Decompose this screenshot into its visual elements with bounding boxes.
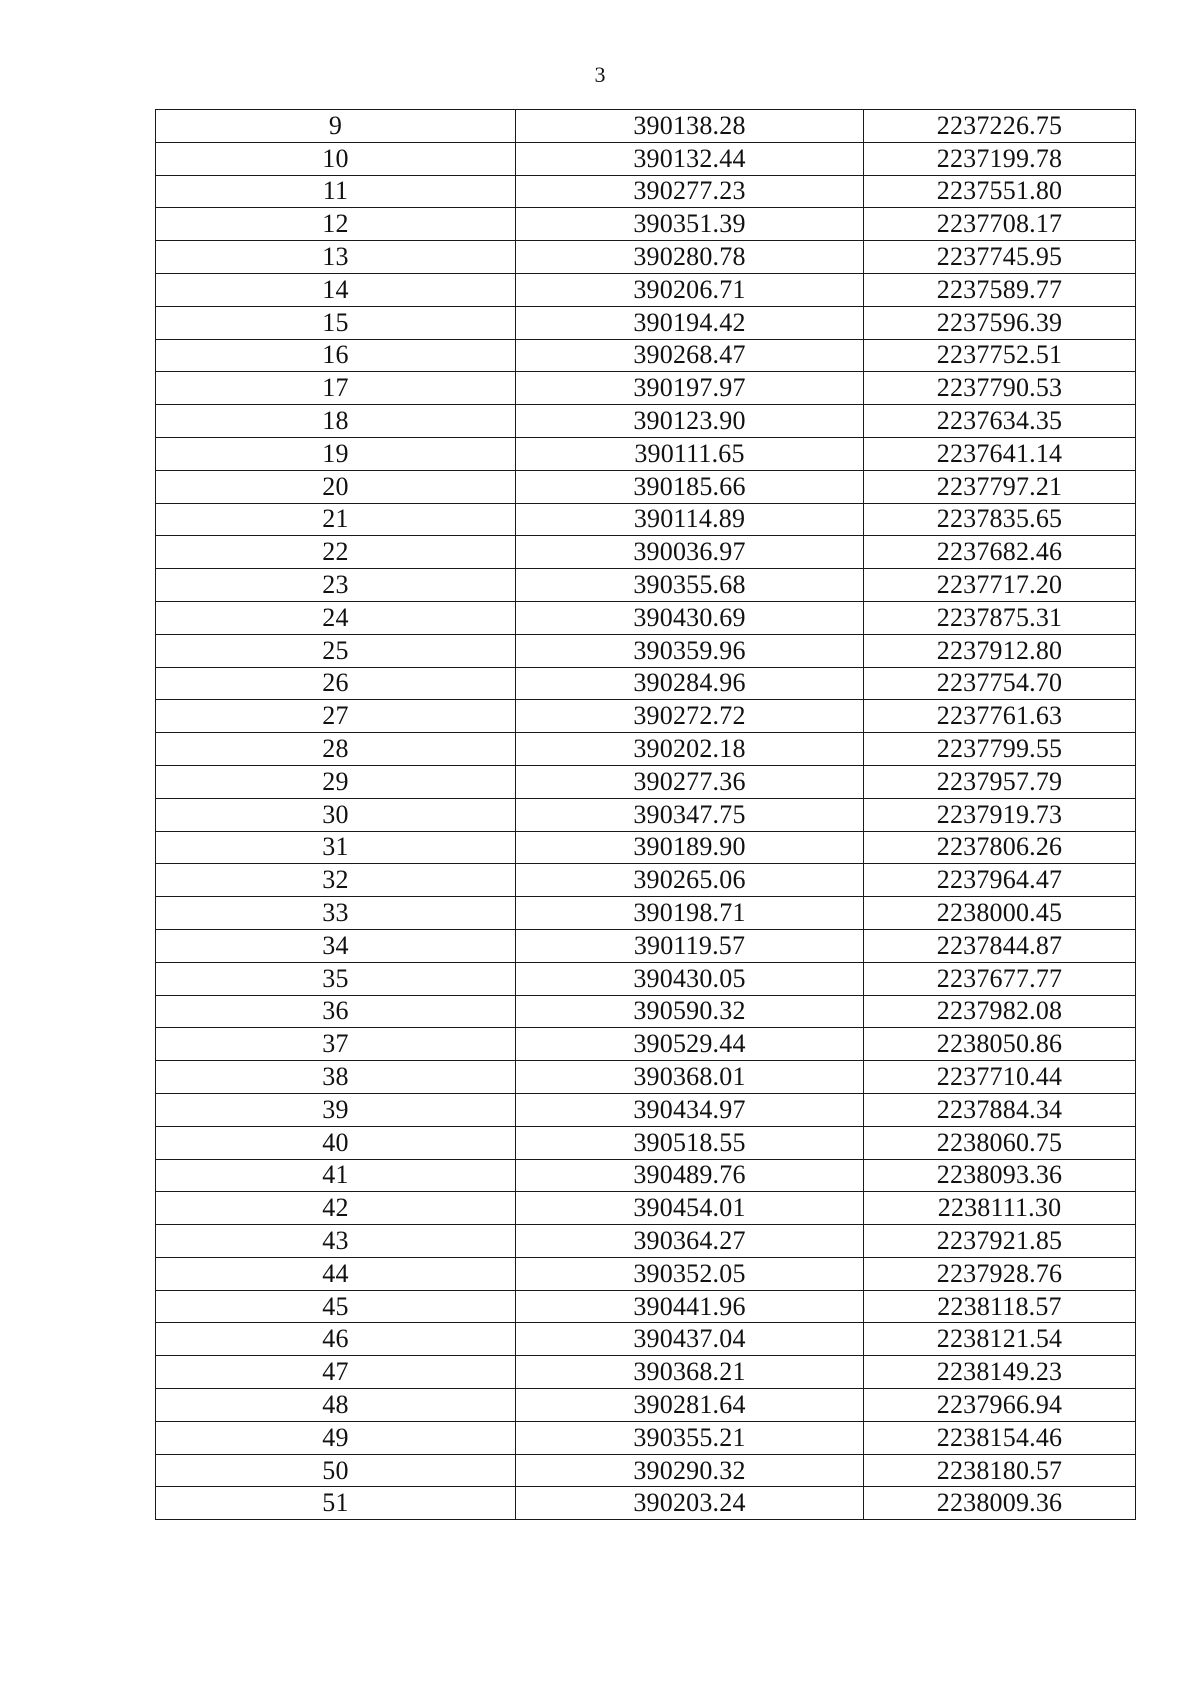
- y-coordinate-cell: 2238121.54: [864, 1323, 1136, 1356]
- y-coordinate-cell: 2238009.36: [864, 1487, 1136, 1520]
- table-row: [156, 733, 1136, 766]
- x-coordinate-cell: 390347.75: [516, 798, 864, 831]
- x-coordinate-cell: 390272.72: [516, 700, 864, 733]
- page-number: 3: [594, 62, 606, 87]
- table-row: [156, 142, 1136, 175]
- table-row: [156, 1356, 1136, 1389]
- point-number-cell: 33: [156, 897, 516, 930]
- y-coordinate-cell: 2238050.86: [864, 1028, 1136, 1061]
- table-row: [156, 437, 1136, 470]
- y-coordinate-cell: 2238118.57: [864, 1290, 1136, 1323]
- table-row: [156, 175, 1136, 208]
- x-coordinate-cell: 390114.89: [516, 503, 864, 536]
- table-row: [156, 110, 1136, 143]
- y-coordinate-cell: 2238000.45: [864, 897, 1136, 930]
- table-row: [156, 601, 1136, 634]
- point-number-cell: 35: [156, 962, 516, 995]
- point-number-cell: 17: [156, 372, 516, 405]
- x-coordinate-cell: 390189.90: [516, 831, 864, 864]
- y-coordinate-cell: 2237928.76: [864, 1257, 1136, 1290]
- x-coordinate-cell: 390280.78: [516, 241, 864, 274]
- point-number-cell: 16: [156, 339, 516, 372]
- x-coordinate-cell: 390290.32: [516, 1454, 864, 1487]
- point-number-cell: 23: [156, 569, 516, 602]
- y-coordinate-cell: 2238111.30: [864, 1192, 1136, 1225]
- y-coordinate-cell: 2237634.35: [864, 405, 1136, 438]
- x-coordinate-cell: 390359.96: [516, 634, 864, 667]
- x-coordinate-cell: 390441.96: [516, 1290, 864, 1323]
- point-number-cell: 48: [156, 1389, 516, 1422]
- x-coordinate-cell: 390454.01: [516, 1192, 864, 1225]
- point-number-cell: 10: [156, 142, 516, 175]
- table-row: [156, 1159, 1136, 1192]
- y-coordinate-cell: 2237754.70: [864, 667, 1136, 700]
- y-coordinate-cell: 2237966.94: [864, 1389, 1136, 1422]
- table-row: [156, 700, 1136, 733]
- x-coordinate-cell: 390284.96: [516, 667, 864, 700]
- point-number-cell: 20: [156, 470, 516, 503]
- table-row: [156, 306, 1136, 339]
- table-row: [156, 831, 1136, 864]
- table-row: [156, 1257, 1136, 1290]
- x-coordinate-cell: 390355.21: [516, 1421, 864, 1454]
- point-number-cell: 51: [156, 1487, 516, 1520]
- point-number-cell: 21: [156, 503, 516, 536]
- y-coordinate-cell: 2238149.23: [864, 1356, 1136, 1389]
- y-coordinate-cell: 2237875.31: [864, 601, 1136, 634]
- y-coordinate-cell: 2238180.57: [864, 1454, 1136, 1487]
- x-coordinate-cell: 390206.71: [516, 273, 864, 306]
- table-row: [156, 634, 1136, 667]
- table-row: [156, 241, 1136, 274]
- x-coordinate-cell: 390277.23: [516, 175, 864, 208]
- point-number-cell: 44: [156, 1257, 516, 1290]
- table-row: [156, 667, 1136, 700]
- y-coordinate-cell: 2237799.55: [864, 733, 1136, 766]
- y-coordinate-cell: 2237745.95: [864, 241, 1136, 274]
- point-number-cell: 32: [156, 864, 516, 897]
- table-row: [156, 962, 1136, 995]
- table-row: [156, 273, 1136, 306]
- point-number-cell: 30: [156, 798, 516, 831]
- point-number-cell: 34: [156, 929, 516, 962]
- y-coordinate-cell: 2237589.77: [864, 273, 1136, 306]
- x-coordinate-cell: 390518.55: [516, 1126, 864, 1159]
- table-row: [156, 339, 1136, 372]
- point-number-cell: 45: [156, 1290, 516, 1323]
- x-coordinate-cell: 390351.39: [516, 208, 864, 241]
- y-coordinate-cell: 2237199.78: [864, 142, 1136, 175]
- y-coordinate-cell: 2237964.47: [864, 864, 1136, 897]
- x-coordinate-cell: 390198.71: [516, 897, 864, 930]
- point-number-cell: 11: [156, 175, 516, 208]
- table-row: [156, 1421, 1136, 1454]
- x-coordinate-cell: 390123.90: [516, 405, 864, 438]
- table-row: [156, 765, 1136, 798]
- point-number-cell: 42: [156, 1192, 516, 1225]
- x-coordinate-cell: 390268.47: [516, 339, 864, 372]
- coordinates-table-body: [156, 110, 1136, 1520]
- y-coordinate-cell: 2237884.34: [864, 1093, 1136, 1126]
- table-row: [156, 1290, 1136, 1323]
- x-coordinate-cell: 390489.76: [516, 1159, 864, 1192]
- table-row: [156, 1323, 1136, 1356]
- point-number-cell: 9: [156, 110, 516, 143]
- point-number-cell: 39: [156, 1093, 516, 1126]
- point-number-cell: 26: [156, 667, 516, 700]
- x-coordinate-cell: 390529.44: [516, 1028, 864, 1061]
- table-row: [156, 1093, 1136, 1126]
- x-coordinate-cell: 390119.57: [516, 929, 864, 962]
- table-row: [156, 405, 1136, 438]
- x-coordinate-cell: 390197.97: [516, 372, 864, 405]
- y-coordinate-cell: 2237797.21: [864, 470, 1136, 503]
- table-row: [156, 536, 1136, 569]
- x-coordinate-cell: 390364.27: [516, 1225, 864, 1258]
- y-coordinate-cell: 2237919.73: [864, 798, 1136, 831]
- point-number-cell: 40: [156, 1126, 516, 1159]
- x-coordinate-cell: 390434.97: [516, 1093, 864, 1126]
- table-row: [156, 1225, 1136, 1258]
- point-number-cell: 29: [156, 765, 516, 798]
- y-coordinate-cell: 2237835.65: [864, 503, 1136, 536]
- y-coordinate-cell: 2237641.14: [864, 437, 1136, 470]
- y-coordinate-cell: 2237551.80: [864, 175, 1136, 208]
- y-coordinate-cell: 2237806.26: [864, 831, 1136, 864]
- y-coordinate-cell: 2237912.80: [864, 634, 1136, 667]
- y-coordinate-cell: 2237957.79: [864, 765, 1136, 798]
- point-number-cell: 49: [156, 1421, 516, 1454]
- point-number-cell: 38: [156, 1061, 516, 1094]
- point-number-cell: 31: [156, 831, 516, 864]
- point-number-cell: 22: [156, 536, 516, 569]
- y-coordinate-cell: 2237761.63: [864, 700, 1136, 733]
- x-coordinate-cell: 390265.06: [516, 864, 864, 897]
- table-row: [156, 372, 1136, 405]
- x-coordinate-cell: 390185.66: [516, 470, 864, 503]
- y-coordinate-cell: 2237844.87: [864, 929, 1136, 962]
- point-number-cell: 18: [156, 405, 516, 438]
- x-coordinate-cell: 390132.44: [516, 142, 864, 175]
- x-coordinate-cell: 390202.18: [516, 733, 864, 766]
- x-coordinate-cell: 390203.24: [516, 1487, 864, 1520]
- point-number-cell: 43: [156, 1225, 516, 1258]
- y-coordinate-cell: 2237596.39: [864, 306, 1136, 339]
- table-row: [156, 1028, 1136, 1061]
- table-row: [156, 503, 1136, 536]
- x-coordinate-cell: 390138.28: [516, 110, 864, 143]
- point-number-cell: 13: [156, 241, 516, 274]
- y-coordinate-cell: 2238154.46: [864, 1421, 1136, 1454]
- point-number-cell: 46: [156, 1323, 516, 1356]
- y-coordinate-cell: 2237226.75: [864, 110, 1136, 143]
- x-coordinate-cell: 390368.21: [516, 1356, 864, 1389]
- point-number-cell: 14: [156, 273, 516, 306]
- point-number-cell: 19: [156, 437, 516, 470]
- x-coordinate-cell: 390430.69: [516, 601, 864, 634]
- y-coordinate-cell: 2237790.53: [864, 372, 1136, 405]
- y-coordinate-cell: 2237708.17: [864, 208, 1136, 241]
- table-row: [156, 470, 1136, 503]
- x-coordinate-cell: 390590.32: [516, 995, 864, 1028]
- x-coordinate-cell: 390437.04: [516, 1323, 864, 1356]
- point-number-cell: 37: [156, 1028, 516, 1061]
- x-coordinate-cell: 390036.97: [516, 536, 864, 569]
- point-number-cell: 50: [156, 1454, 516, 1487]
- point-number-cell: 47: [156, 1356, 516, 1389]
- x-coordinate-cell: 390355.68: [516, 569, 864, 602]
- x-coordinate-cell: 390194.42: [516, 306, 864, 339]
- x-coordinate-cell: 390352.05: [516, 1257, 864, 1290]
- table-row: [156, 929, 1136, 962]
- y-coordinate-cell: 2238060.75: [864, 1126, 1136, 1159]
- point-number-cell: 28: [156, 733, 516, 766]
- table-row: [156, 569, 1136, 602]
- table-row: [156, 798, 1136, 831]
- table-row: [156, 208, 1136, 241]
- y-coordinate-cell: 2237921.85: [864, 1225, 1136, 1258]
- x-coordinate-cell: 390111.65: [516, 437, 864, 470]
- table-row: [156, 1487, 1136, 1520]
- table-row: [156, 1126, 1136, 1159]
- y-coordinate-cell: 2237752.51: [864, 339, 1136, 372]
- x-coordinate-cell: 390277.36: [516, 765, 864, 798]
- table-row: [156, 1454, 1136, 1487]
- point-number-cell: 24: [156, 601, 516, 634]
- x-coordinate-cell: 390281.64: [516, 1389, 864, 1422]
- point-number-cell: 41: [156, 1159, 516, 1192]
- y-coordinate-cell: 2237682.46: [864, 536, 1136, 569]
- table-row: [156, 1389, 1136, 1422]
- y-coordinate-cell: 2237717.20: [864, 569, 1136, 602]
- y-coordinate-cell: 2238093.36: [864, 1159, 1136, 1192]
- x-coordinate-cell: 390368.01: [516, 1061, 864, 1094]
- point-number-cell: 25: [156, 634, 516, 667]
- point-number-cell: 15: [156, 306, 516, 339]
- y-coordinate-cell: 2237710.44: [864, 1061, 1136, 1094]
- y-coordinate-cell: 2237982.08: [864, 995, 1136, 1028]
- table-row: [156, 995, 1136, 1028]
- table-row: [156, 864, 1136, 897]
- point-number-cell: 36: [156, 995, 516, 1028]
- table-row: [156, 1192, 1136, 1225]
- table-row: [156, 897, 1136, 930]
- y-coordinate-cell: 2237677.77: [864, 962, 1136, 995]
- point-number-cell: 12: [156, 208, 516, 241]
- x-coordinate-cell: 390430.05: [516, 962, 864, 995]
- point-number-cell: 27: [156, 700, 516, 733]
- coordinates-table: [155, 109, 1136, 1520]
- table-row: [156, 1061, 1136, 1094]
